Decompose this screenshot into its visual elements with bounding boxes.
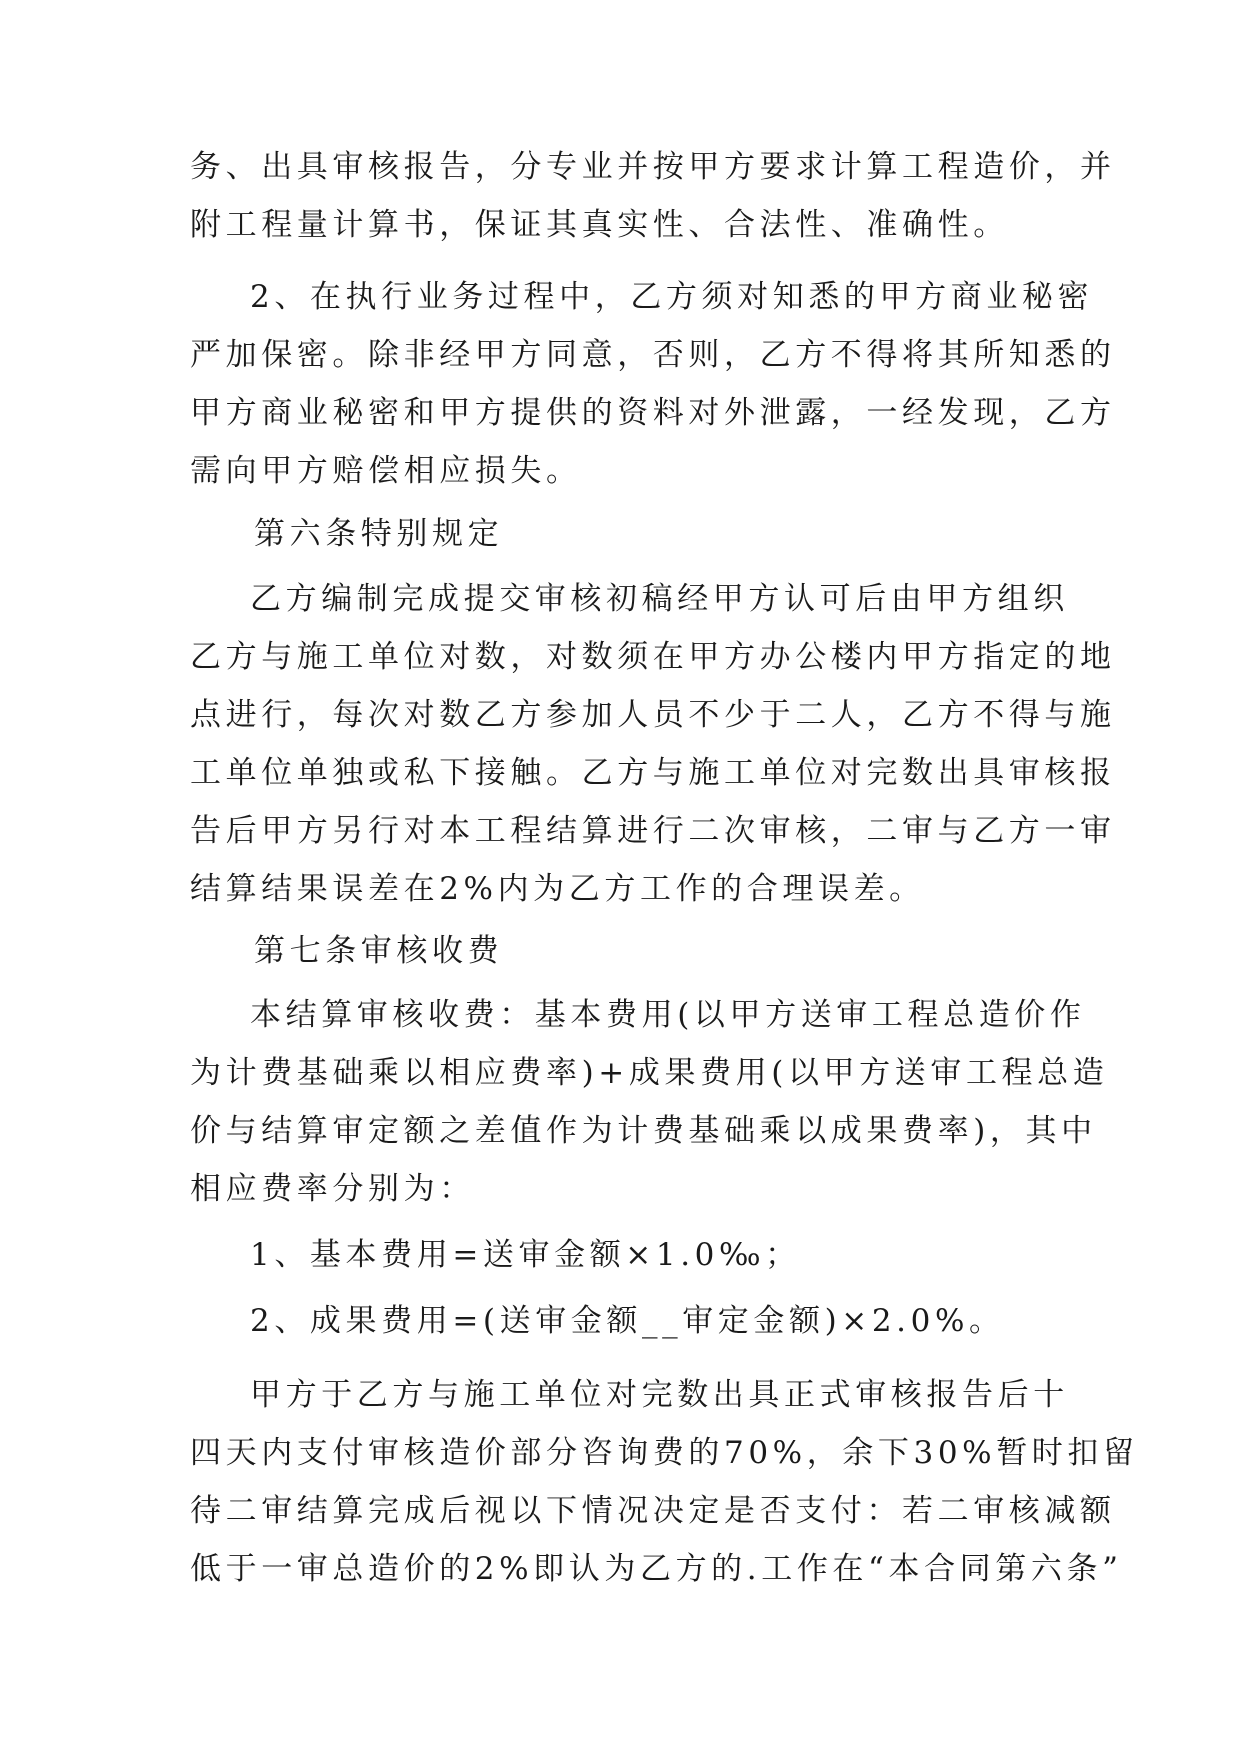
paragraph-line: 低于一审总造价的2%即认为乙方的.工作在“本合同第六条”	[190, 1551, 1123, 1587]
fee-item: 1、基本费用=送审金额×1.0‰；	[250, 1237, 801, 1273]
paragraph-line: 四天内支付审核造价部分咨询费的70%，余下30%暂时扣留	[190, 1435, 1139, 1471]
paragraph-line: 待二审结算完成后视以下情况决定是否支付：若二审核减额	[190, 1493, 1116, 1529]
paragraph-line: 相应费率分别为：	[190, 1171, 475, 1207]
paragraph-line: 本结算审核收费：基本费用(以甲方送审工程总造价作	[250, 997, 1086, 1033]
paragraph-line: 务、出具审核报告，分专业并按甲方要求计算工程造价，并	[190, 149, 1116, 185]
paragraph-line: 告后甲方另行对本工程结算进行二次审核，二审与乙方一审	[190, 813, 1116, 849]
section-heading: 第七条审核收费	[254, 933, 504, 969]
paragraph-line: 为计费基础乘以相应费率)+成果费用(以甲方送审工程总造	[190, 1055, 1109, 1091]
paragraph-line: 需向甲方赔偿相应损失。	[190, 453, 582, 489]
paragraph-line: 甲方于乙方与施工单位对完数出具正式审核报告后十	[250, 1377, 1069, 1413]
paragraph-line: 乙方与施工单位对数，对数须在甲方办公楼内甲方指定的地	[190, 639, 1116, 675]
paragraph-line: 附工程量计算书，保证其真实性、合法性、准确性。	[190, 207, 1009, 243]
section-heading: 第六条特别规定	[254, 516, 504, 552]
paragraph-line: 甲方商业秘密和甲方提供的资料对外泄露，一经发现，乙方	[190, 395, 1116, 431]
paragraph-line: 工单位单独或私下接触。乙方与施工单位对完数出具审核报	[190, 755, 1116, 791]
paragraph-line: 2、在执行业务过程中，乙方须对知悉的甲方商业秘密	[250, 279, 1094, 315]
paragraph-line: 乙方编制完成提交审核初稿经甲方认可后由甲方组织	[250, 581, 1069, 617]
paragraph-line: 严加保密。除非经甲方同意，否则，乙方不得将其所知悉的	[190, 337, 1116, 373]
paragraph-line: 价与结算审定额之差值作为计费基础乘以成果费率)，其中	[190, 1113, 1097, 1149]
paragraph-line: 结算结果误差在2%内为乙方工作的合理误差。	[190, 871, 925, 907]
paragraph-line: 点进行，每次对数乙方参加人员不少于二人，乙方不得与施	[190, 697, 1116, 733]
fee-item: 2、成果费用=(送审金额__审定金额)×2.0%。	[250, 1303, 1005, 1339]
